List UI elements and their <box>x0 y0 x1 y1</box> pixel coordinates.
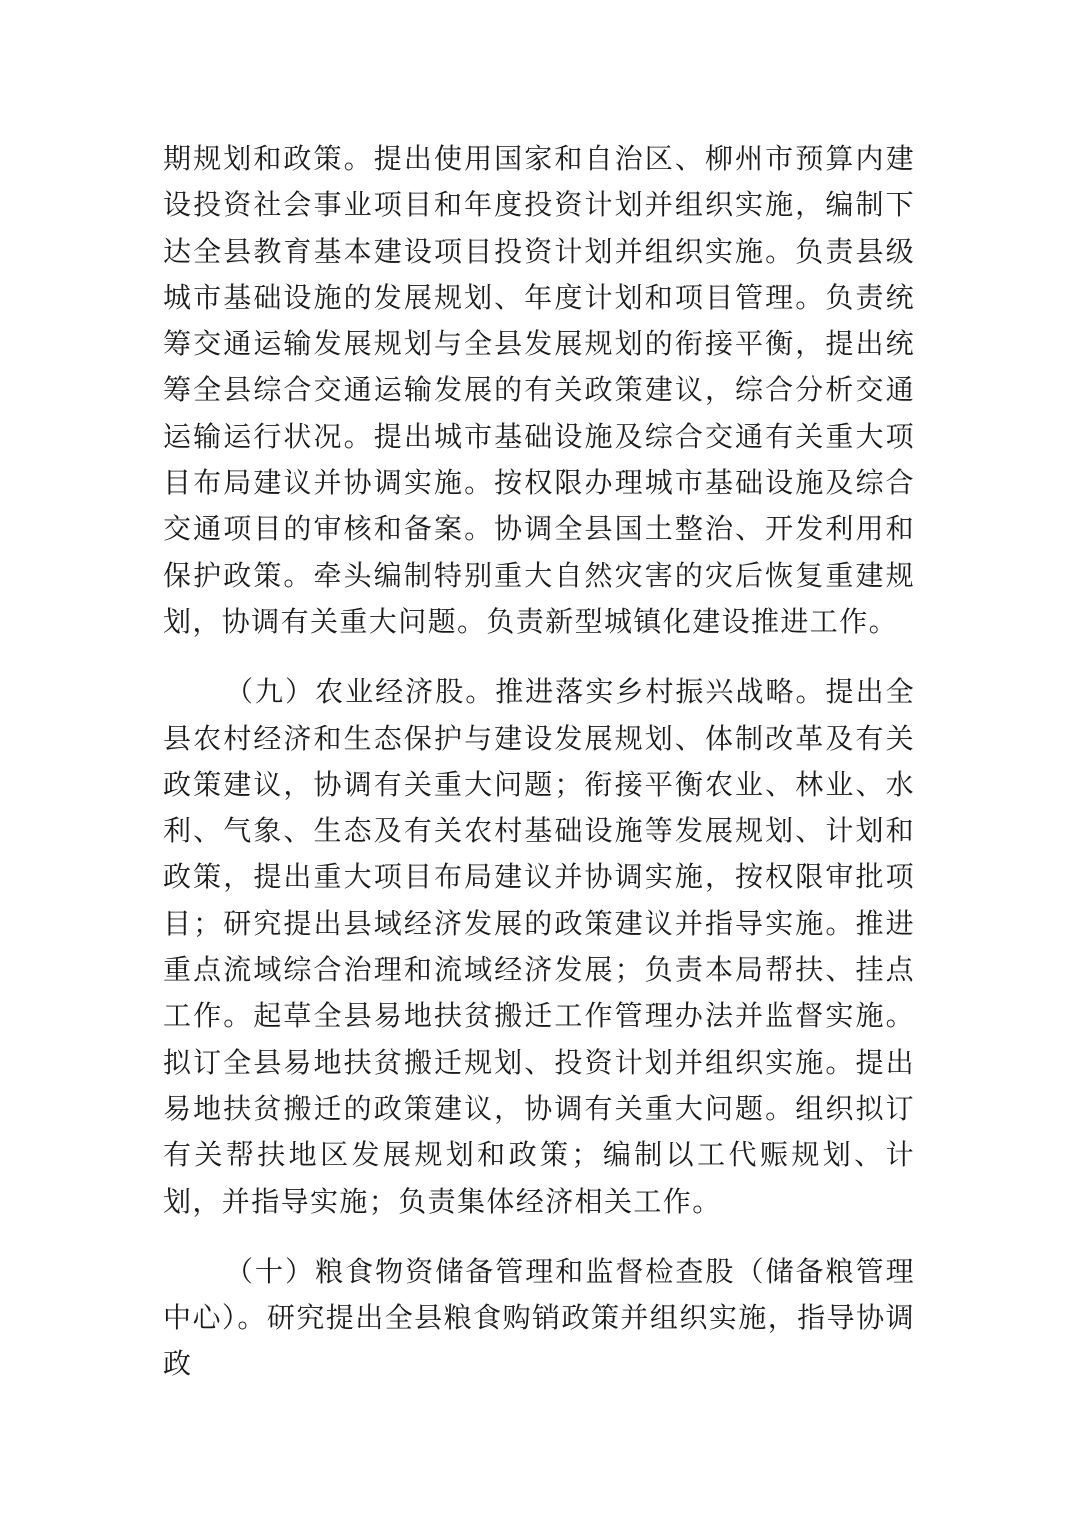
document-body <box>163 136 915 1388</box>
paragraph-section-10-grain-reserve: （十）粮食物资储备管理和监督检查股（储备粮管理中心）。研究提出全县粮食购销政策并组织实施，指导协调政 <box>163 1254 915 1381</box>
paragraph-section-9-agricultural-economy: （九）农业经济股。推进落实乡村振兴战略。提出全县农村经济和生态保护与建设发展规划、体制改革及有关政策建议，协调有关重大问题；衔接平衡农业、林业、水利、气象、生态及有关农村基础设施等发展规划、计划和政策，提出重大项目布局建议并协调实施，按权限审批项目；研究提出县域经济发展的政策建议并指导实施。推进重点流域综合治理和流域经济发展；负责本局帮扶、挂点工作。起草全县易地扶贫搬迁工作管理办法并监督实施。拟订全县易地扶贫搬迁规划、投资计划并组织实施。提出易地扶贫搬迁的政策建议，协调有关重大问题。组织拟订有关帮扶地区发展规划和政策；编制以工代赈规划、计划，并指导实施；负责集体经济相关工作。 <box>163 675 915 1218</box>
paragraph-continuation: 期规划和政策。提出使用国家和自治区、柳州市预算内建设投资社会事业项目和年度投资计划并组织实施，编制下达全县教育基本建设项目投资计划并组织实施。负责县级城市基础设施的发展规划、年度计划和项目管理。负责统筹交通运输发展规划与全县发展规划的衔接平衡，提出统筹全县综合交通运输发展的有关政策建议，综合分析交通运输运行状况。提出城市基础设施及综合交通有关重大项目布局建议并协调实施。按权限办理城市基础设施及综合交通项目的审核和备案。协调全县国土整治、开发利用和保护政策。牵头编制特别重大自然灾害的灾后恢复重建规划，协调有关重大问题。负责新型城镇化建设推进工作。 <box>163 142 915 638</box>
